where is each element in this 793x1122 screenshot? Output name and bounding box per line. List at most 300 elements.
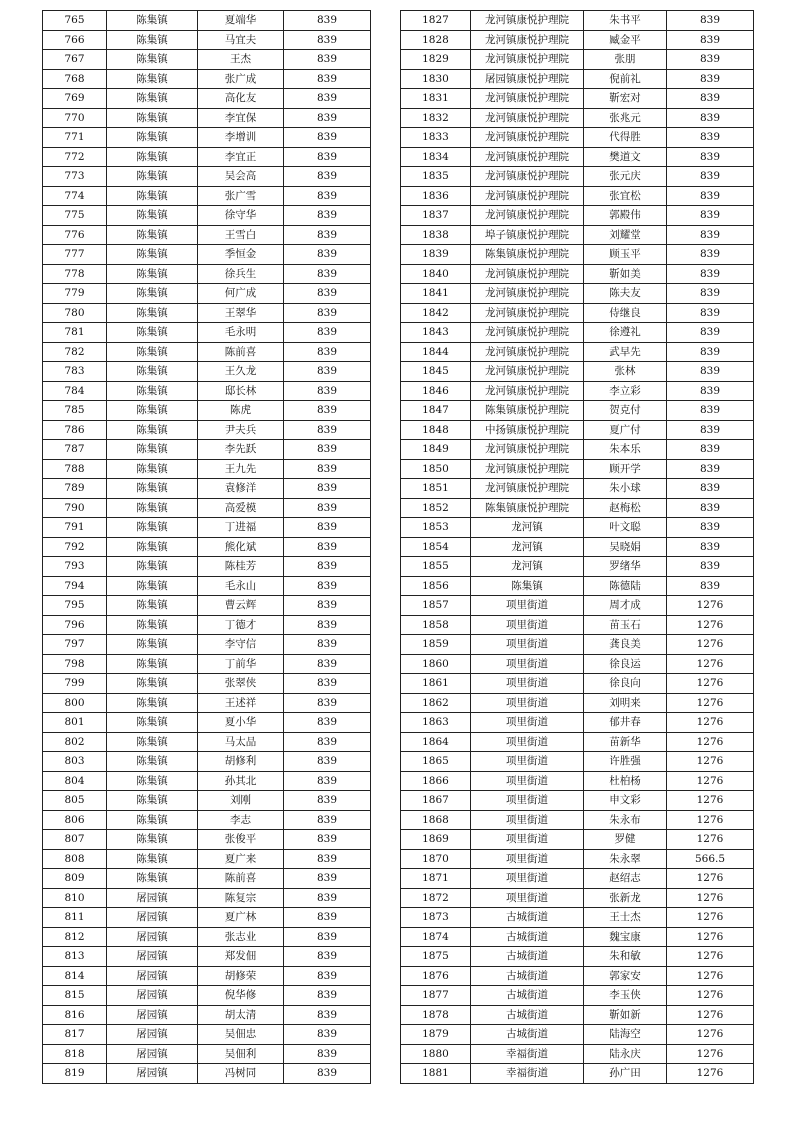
- table-row: [401, 11, 754, 31]
- township-cell: 陈集镇: [107, 654, 198, 674]
- row-number-cell: 801: [43, 713, 107, 733]
- name-cell: 吴会高: [198, 167, 284, 187]
- township-cell: 陈集镇: [107, 498, 198, 518]
- row-number-cell: 793: [43, 557, 107, 577]
- amount-cell: 1276: [667, 732, 754, 752]
- table-row: [401, 342, 754, 362]
- name-cell: 李志: [198, 810, 284, 830]
- row-number-cell: 1833: [401, 128, 471, 148]
- township-cell: 龙河镇: [471, 518, 584, 538]
- township-cell: 项里街道: [471, 888, 584, 908]
- name-cell: 贺克付: [584, 401, 667, 421]
- name-cell: 代得胜: [584, 128, 667, 148]
- amount-cell: 839: [284, 576, 371, 596]
- table-row: [401, 791, 754, 811]
- name-cell: 马宜夫: [198, 30, 284, 50]
- name-cell: 王士杰: [584, 908, 667, 928]
- amount-cell: 839: [284, 713, 371, 733]
- township-cell: 项里街道: [471, 810, 584, 830]
- row-number-cell: 1881: [401, 1064, 471, 1084]
- table-row: [43, 459, 371, 479]
- table-row: [43, 440, 371, 460]
- row-number-cell: 1863: [401, 713, 471, 733]
- amount-cell: 839: [284, 888, 371, 908]
- amount-cell: 839: [284, 284, 371, 304]
- township-cell: 陈集镇: [107, 596, 198, 616]
- amount-cell: 839: [284, 752, 371, 772]
- amount-cell: 839: [284, 927, 371, 947]
- amount-cell: 839: [284, 693, 371, 713]
- table-row: [401, 381, 754, 401]
- row-number-cell: 771: [43, 128, 107, 148]
- table-row: [401, 1005, 754, 1025]
- row-number-cell: 806: [43, 810, 107, 830]
- township-cell: 中扬镇康悦护理院: [471, 420, 584, 440]
- amount-cell: 839: [667, 167, 754, 187]
- amount-cell: 1276: [667, 674, 754, 694]
- table-row: [43, 927, 371, 947]
- table-row: [43, 674, 371, 694]
- amount-cell: 839: [284, 459, 371, 479]
- table-row: [43, 849, 371, 869]
- table-row: [401, 752, 754, 772]
- table-row: [401, 908, 754, 928]
- township-cell: 陈集镇: [107, 362, 198, 382]
- name-cell: 徐遵礼: [584, 323, 667, 343]
- table-row: [43, 986, 371, 1006]
- amount-cell: 839: [667, 420, 754, 440]
- table-row: [401, 849, 754, 869]
- row-number-cell: 784: [43, 381, 107, 401]
- row-number-cell: 777: [43, 245, 107, 265]
- amount-cell: 839: [284, 615, 371, 635]
- amount-cell: 1276: [667, 986, 754, 1006]
- township-cell: 幸福街道: [471, 1064, 584, 1084]
- row-number-cell: 769: [43, 89, 107, 109]
- amount-cell: 839: [284, 849, 371, 869]
- township-cell: 陈集镇: [107, 245, 198, 265]
- table-row: [43, 830, 371, 850]
- township-cell: 陈集镇: [107, 440, 198, 460]
- table-row: [43, 69, 371, 89]
- table-row: [43, 420, 371, 440]
- table-row: [401, 518, 754, 538]
- township-cell: 陈集镇: [107, 576, 198, 596]
- row-number-cell: 765: [43, 11, 107, 31]
- row-number-cell: 788: [43, 459, 107, 479]
- row-number-cell: 779: [43, 284, 107, 304]
- township-cell: 陈集镇: [107, 615, 198, 635]
- row-number-cell: 805: [43, 791, 107, 811]
- township-cell: 陈集镇: [107, 342, 198, 362]
- name-cell: 罗绪华: [584, 557, 667, 577]
- table-row: [43, 576, 371, 596]
- row-number-cell: 1873: [401, 908, 471, 928]
- table-row: [43, 518, 371, 538]
- row-number-cell: 1867: [401, 791, 471, 811]
- row-number-cell: 799: [43, 674, 107, 694]
- name-cell: 丁前华: [198, 654, 284, 674]
- row-number-cell: 809: [43, 869, 107, 889]
- name-cell: 马太品: [198, 732, 284, 752]
- row-number-cell: 1869: [401, 830, 471, 850]
- row-number-cell: 1870: [401, 849, 471, 869]
- row-number-cell: 781: [43, 323, 107, 343]
- table-row: [43, 752, 371, 772]
- row-number-cell: 800: [43, 693, 107, 713]
- row-number-cell: 810: [43, 888, 107, 908]
- amount-cell: 839: [284, 128, 371, 148]
- amount-cell: 839: [284, 50, 371, 70]
- name-cell: 曹云辉: [198, 596, 284, 616]
- table-row: [401, 284, 754, 304]
- row-number-cell: 1843: [401, 323, 471, 343]
- table-row: [43, 89, 371, 109]
- amount-cell: 839: [667, 11, 754, 31]
- name-cell: 高化友: [198, 89, 284, 109]
- table-row: [401, 128, 754, 148]
- amount-cell: 839: [667, 576, 754, 596]
- name-cell: 张翠侠: [198, 674, 284, 694]
- table-row: [401, 947, 754, 967]
- township-cell: 龙河镇康悦护理院: [471, 108, 584, 128]
- name-cell: 王杰: [198, 50, 284, 70]
- township-cell: 陈集镇: [107, 303, 198, 323]
- name-cell: 朱书平: [584, 11, 667, 31]
- table-row: [43, 11, 371, 31]
- table-row: [43, 167, 371, 187]
- township-cell: 龙河镇康悦护理院: [471, 284, 584, 304]
- row-number-cell: 1829: [401, 50, 471, 70]
- table-row: [401, 108, 754, 128]
- table-row: [43, 1044, 371, 1064]
- township-cell: 陈集镇: [107, 752, 198, 772]
- table-row: [401, 869, 754, 889]
- amount-cell: 839: [667, 459, 754, 479]
- table-row: [401, 362, 754, 382]
- row-number-cell: 1878: [401, 1005, 471, 1025]
- name-cell: 倪前礼: [584, 69, 667, 89]
- township-cell: 古城街道: [471, 1005, 584, 1025]
- row-number-cell: 1841: [401, 284, 471, 304]
- row-number-cell: 1859: [401, 635, 471, 655]
- township-cell: 古城街道: [471, 947, 584, 967]
- name-cell: 李先跃: [198, 440, 284, 460]
- name-cell: 李宜正: [198, 147, 284, 167]
- amount-cell: 839: [667, 264, 754, 284]
- name-cell: 李玉侠: [584, 986, 667, 1006]
- township-cell: 陈集镇: [107, 830, 198, 850]
- row-number-cell: 818: [43, 1044, 107, 1064]
- township-cell: 龙河镇康悦护理院: [471, 479, 584, 499]
- township-cell: 项里街道: [471, 869, 584, 889]
- township-cell: 龙河镇康悦护理院: [471, 459, 584, 479]
- row-number-cell: 1876: [401, 966, 471, 986]
- name-cell: 王雪白: [198, 225, 284, 245]
- township-cell: 古城街道: [471, 1025, 584, 1045]
- table-row: [401, 401, 754, 421]
- amount-cell: 1276: [667, 830, 754, 850]
- township-cell: 古城街道: [471, 986, 584, 1006]
- name-cell: 季恒金: [198, 245, 284, 265]
- row-number-cell: 1850: [401, 459, 471, 479]
- township-cell: 陈集镇: [107, 284, 198, 304]
- amount-cell: 839: [284, 381, 371, 401]
- row-number-cell: 768: [43, 69, 107, 89]
- name-cell: 朱本乐: [584, 440, 667, 460]
- township-cell: 陈集镇: [107, 791, 198, 811]
- row-number-cell: 1855: [401, 557, 471, 577]
- table-row: [401, 498, 754, 518]
- name-cell: 陈虎: [198, 401, 284, 421]
- amount-cell: 839: [284, 908, 371, 928]
- name-cell: 靳宏对: [584, 89, 667, 109]
- township-cell: 龙河镇康悦护理院: [471, 381, 584, 401]
- name-cell: 李守信: [198, 635, 284, 655]
- amount-cell: 1276: [667, 908, 754, 928]
- amount-cell: 839: [284, 635, 371, 655]
- name-cell: 张林: [584, 362, 667, 382]
- township-cell: 项里街道: [471, 674, 584, 694]
- row-number-cell: 1848: [401, 420, 471, 440]
- name-cell: 陈前喜: [198, 869, 284, 889]
- township-cell: 陈集镇: [107, 518, 198, 538]
- table-row: [43, 557, 371, 577]
- amount-cell: 839: [667, 518, 754, 538]
- row-number-cell: 1874: [401, 927, 471, 947]
- township-cell: 项里街道: [471, 830, 584, 850]
- name-cell: 侍继良: [584, 303, 667, 323]
- name-cell: 王翠华: [198, 303, 284, 323]
- amount-cell: 839: [667, 401, 754, 421]
- amount-cell: 839: [284, 966, 371, 986]
- township-cell: 陈集镇: [107, 674, 198, 694]
- township-cell: 陈集镇: [107, 693, 198, 713]
- name-cell: 冯树同: [198, 1064, 284, 1084]
- name-cell: 郁井春: [584, 713, 667, 733]
- amount-cell: 1276: [667, 1064, 754, 1084]
- township-cell: 龙河镇康悦护理院: [471, 186, 584, 206]
- name-cell: 夏广林: [198, 908, 284, 928]
- table-row: [43, 771, 371, 791]
- name-cell: 陈复宗: [198, 888, 284, 908]
- table-row: [43, 186, 371, 206]
- table-row: [401, 635, 754, 655]
- row-number-cell: 780: [43, 303, 107, 323]
- name-cell: 张广成: [198, 69, 284, 89]
- amount-cell: 839: [284, 1025, 371, 1045]
- amount-cell: 839: [284, 440, 371, 460]
- row-number-cell: 1831: [401, 89, 471, 109]
- name-cell: 周才成: [584, 596, 667, 616]
- row-number-cell: 1846: [401, 381, 471, 401]
- row-number-cell: 1851: [401, 479, 471, 499]
- name-cell: 靳如美: [584, 264, 667, 284]
- row-number-cell: 1852: [401, 498, 471, 518]
- amount-cell: 1276: [667, 1025, 754, 1045]
- township-cell: 屠园镇: [107, 986, 198, 1006]
- table-row: [401, 303, 754, 323]
- row-number-cell: 1862: [401, 693, 471, 713]
- name-cell: 王九先: [198, 459, 284, 479]
- table-row: [43, 1025, 371, 1045]
- table-row: [401, 771, 754, 791]
- amount-cell: 839: [667, 498, 754, 518]
- amount-cell: 839: [284, 89, 371, 109]
- table-row: [43, 810, 371, 830]
- amount-cell: 839: [667, 186, 754, 206]
- name-cell: 刘明来: [584, 693, 667, 713]
- table-row: [401, 557, 754, 577]
- table-row: [401, 576, 754, 596]
- table-row: [43, 128, 371, 148]
- table-row: [43, 693, 371, 713]
- township-cell: 陈集镇: [107, 323, 198, 343]
- township-cell: 陈集镇: [107, 459, 198, 479]
- amount-cell: 839: [284, 771, 371, 791]
- township-cell: 项里街道: [471, 771, 584, 791]
- row-number-cell: 807: [43, 830, 107, 850]
- amount-cell: 839: [284, 791, 371, 811]
- name-cell: 王述祥: [198, 693, 284, 713]
- name-cell: 武早先: [584, 342, 667, 362]
- township-cell: 陈集镇: [107, 50, 198, 70]
- amount-cell: 839: [284, 323, 371, 343]
- table-row: [43, 284, 371, 304]
- amount-cell: 839: [284, 186, 371, 206]
- amount-cell: 839: [284, 1044, 371, 1064]
- township-cell: 陈集镇: [107, 401, 198, 421]
- name-cell: 孙其北: [198, 771, 284, 791]
- amount-cell: 839: [284, 537, 371, 557]
- amount-cell: 1276: [667, 947, 754, 967]
- amount-cell: 839: [284, 869, 371, 889]
- amount-cell: 839: [667, 381, 754, 401]
- row-number-cell: 767: [43, 50, 107, 70]
- table-row: [43, 869, 371, 889]
- amount-cell: 839: [667, 479, 754, 499]
- township-cell: 陈集镇: [107, 479, 198, 499]
- amount-cell: 839: [667, 128, 754, 148]
- row-number-cell: 811: [43, 908, 107, 928]
- table-row: [401, 440, 754, 460]
- name-cell: 孙广田: [584, 1064, 667, 1084]
- table-row: [43, 1064, 371, 1084]
- row-number-cell: 812: [43, 927, 107, 947]
- table-row: [43, 147, 371, 167]
- name-cell: 张志业: [198, 927, 284, 947]
- township-cell: 屠园镇: [107, 1025, 198, 1045]
- row-number-cell: 1827: [401, 11, 471, 31]
- name-cell: 申文彩: [584, 791, 667, 811]
- township-cell: 陈集镇: [107, 69, 198, 89]
- table-row: [43, 264, 371, 284]
- name-cell: 陈桂芳: [198, 557, 284, 577]
- name-cell: 许胜强: [584, 752, 667, 772]
- township-cell: 龙河镇康悦护理院: [471, 128, 584, 148]
- row-number-cell: 803: [43, 752, 107, 772]
- township-cell: 陈集镇: [107, 713, 198, 733]
- row-number-cell: 1871: [401, 869, 471, 889]
- amount-cell: 839: [284, 810, 371, 830]
- name-cell: 叶文聪: [584, 518, 667, 538]
- name-cell: 张朋: [584, 50, 667, 70]
- township-cell: 项里街道: [471, 615, 584, 635]
- township-cell: 屠园镇: [107, 888, 198, 908]
- table-row: [43, 401, 371, 421]
- table-row: [401, 986, 754, 1006]
- name-cell: 龚良美: [584, 635, 667, 655]
- township-cell: 陈集镇: [107, 869, 198, 889]
- township-cell: 屠园镇: [107, 927, 198, 947]
- name-cell: 袁修洋: [198, 479, 284, 499]
- amount-cell: 839: [284, 225, 371, 245]
- township-cell: 屠园镇: [107, 908, 198, 928]
- township-cell: 陈集镇: [107, 108, 198, 128]
- amount-cell: 839: [667, 323, 754, 343]
- row-number-cell: 808: [43, 849, 107, 869]
- township-cell: 屠园镇: [107, 966, 198, 986]
- table-row: [401, 810, 754, 830]
- row-number-cell: 787: [43, 440, 107, 460]
- amount-cell: 839: [667, 108, 754, 128]
- amount-cell: 839: [284, 986, 371, 1006]
- name-cell: 胡太清: [198, 1005, 284, 1025]
- table-row: [43, 635, 371, 655]
- row-number-cell: 1880: [401, 1044, 471, 1064]
- table-row: [401, 69, 754, 89]
- table-row: [43, 966, 371, 986]
- township-cell: 陈集镇: [107, 206, 198, 226]
- table-row: [401, 420, 754, 440]
- township-cell: 陈集镇: [107, 420, 198, 440]
- name-cell: 张兆元: [584, 108, 667, 128]
- table-row: [401, 713, 754, 733]
- amount-cell: 839: [667, 537, 754, 557]
- row-number-cell: 1879: [401, 1025, 471, 1045]
- township-cell: 陈集镇: [107, 11, 198, 31]
- township-cell: 项里街道: [471, 849, 584, 869]
- amount-cell: 1276: [667, 615, 754, 635]
- amount-cell: 839: [284, 362, 371, 382]
- township-cell: 项里街道: [471, 596, 584, 616]
- row-number-cell: 766: [43, 30, 107, 50]
- row-number-cell: 1847: [401, 401, 471, 421]
- row-number-cell: 797: [43, 635, 107, 655]
- amount-cell: 839: [284, 69, 371, 89]
- name-cell: 杜柏杨: [584, 771, 667, 791]
- amount-cell: 1276: [667, 771, 754, 791]
- township-cell: 陈集镇: [107, 264, 198, 284]
- amount-cell: 839: [667, 245, 754, 265]
- name-cell: 靳如新: [584, 1005, 667, 1025]
- row-number-cell: 1832: [401, 108, 471, 128]
- name-cell: 李增训: [198, 128, 284, 148]
- table-row: [401, 89, 754, 109]
- name-cell: 尹夫兵: [198, 420, 284, 440]
- amount-cell: 1276: [667, 1005, 754, 1025]
- row-number-cell: 1856: [401, 576, 471, 596]
- name-cell: 夏小华: [198, 713, 284, 733]
- name-cell: 陆海空: [584, 1025, 667, 1045]
- amount-cell: 839: [284, 303, 371, 323]
- name-cell: 臧金平: [584, 30, 667, 50]
- row-number-cell: 814: [43, 966, 107, 986]
- row-number-cell: 1858: [401, 615, 471, 635]
- amount-cell: 839: [284, 557, 371, 577]
- amount-cell: 839: [284, 518, 371, 538]
- name-cell: 李立彩: [584, 381, 667, 401]
